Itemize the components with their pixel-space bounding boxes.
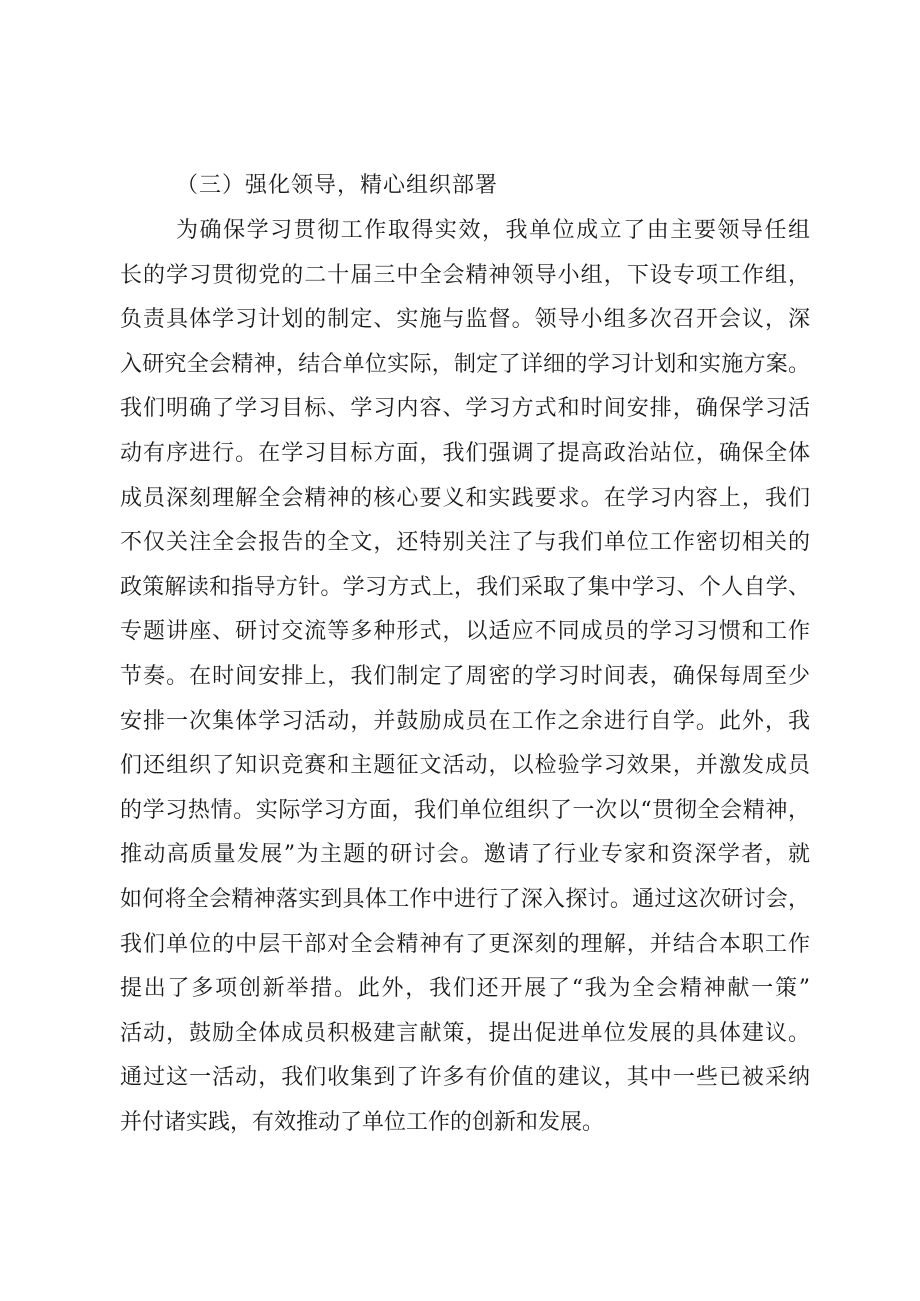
paragraph-line: 长的学习贯彻党的二十届三中全会精神领导小组，下设专项工作组， — [120, 262, 810, 288]
paragraph-line: 动有序进行。在学习目标方面，我们强调了提高政治站位，确保全体 — [120, 440, 810, 466]
paragraph-line: 的学习热情。实际学习方面，我们单位组织了一次以“贯彻全会精神， — [120, 797, 810, 823]
paragraph-line: 不仅关注全会报告的全文，还特别关注了与我们单位工作密切相关的 — [120, 530, 810, 556]
paragraph-line: 为确保学习贯彻工作取得实效，我单位成立了由主要领导任组 — [176, 218, 810, 243]
paragraph-line: 通过这一活动，我们收集到了许多有价值的建议，其中一些已被采纳 — [120, 1065, 810, 1091]
paragraph-line: 安排一次集体学习活动，并鼓励成员在工作之余进行自学。此外，我 — [120, 708, 810, 734]
paragraph-line: 我们明确了学习目标、学习内容、学习方式和时间安排，确保学习活 — [120, 396, 810, 422]
body-paragraph — [120, 209, 810, 1145]
paragraph-line: 我们单位的中层干部对全会精神有了更深刻的理解，并结合本职工作 — [120, 931, 810, 957]
paragraph-line: 负责具体学习计划的制定、实施与监督。领导小组多次召开会议，深 — [120, 307, 810, 333]
paragraph-line: 们还组织了知识竞赛和主题征文活动，以检验学习效果，并激发成员 — [120, 753, 810, 779]
paragraph-line: 节奏。在时间安排上，我们制定了周密的学习时间表，确保每周至少 — [120, 663, 810, 689]
paragraph-line: 提出了多项创新举措。此外，我们还开展了“我为全会精神献一策” — [120, 976, 810, 1002]
paragraph-line: 入研究全会精神，结合单位实际，制定了详细的学习计划和实施方案。 — [120, 351, 810, 377]
paragraph-line: 专题讲座、研讨交流等多种形式，以适应不同成员的学习习惯和工作 — [120, 619, 810, 645]
section-heading: （三）强化领导，精心组织部署 — [176, 173, 499, 198]
paragraph-line: 并付诸实践，有效推动了单位工作的创新和发展。 — [120, 1109, 605, 1135]
paragraph-line: 如何将全会精神落实到具体工作中进行了深入探讨。通过这次研讨会， — [120, 886, 810, 912]
paragraph-line: 政策解读和指导方针。学习方式上，我们采取了集中学习、个人自学、 — [120, 574, 810, 600]
paragraph-line: 成员深刻理解全会精神的核心要义和实践要求。在学习内容上，我们 — [120, 485, 810, 511]
paragraph-line: 推动高质量发展”为主题的研讨会。邀请了行业专家和资深学者，就 — [120, 842, 810, 868]
paragraph-line: 活动，鼓励全体成员积极建言献策，提出促进单位发展的具体建议。 — [120, 1020, 810, 1046]
